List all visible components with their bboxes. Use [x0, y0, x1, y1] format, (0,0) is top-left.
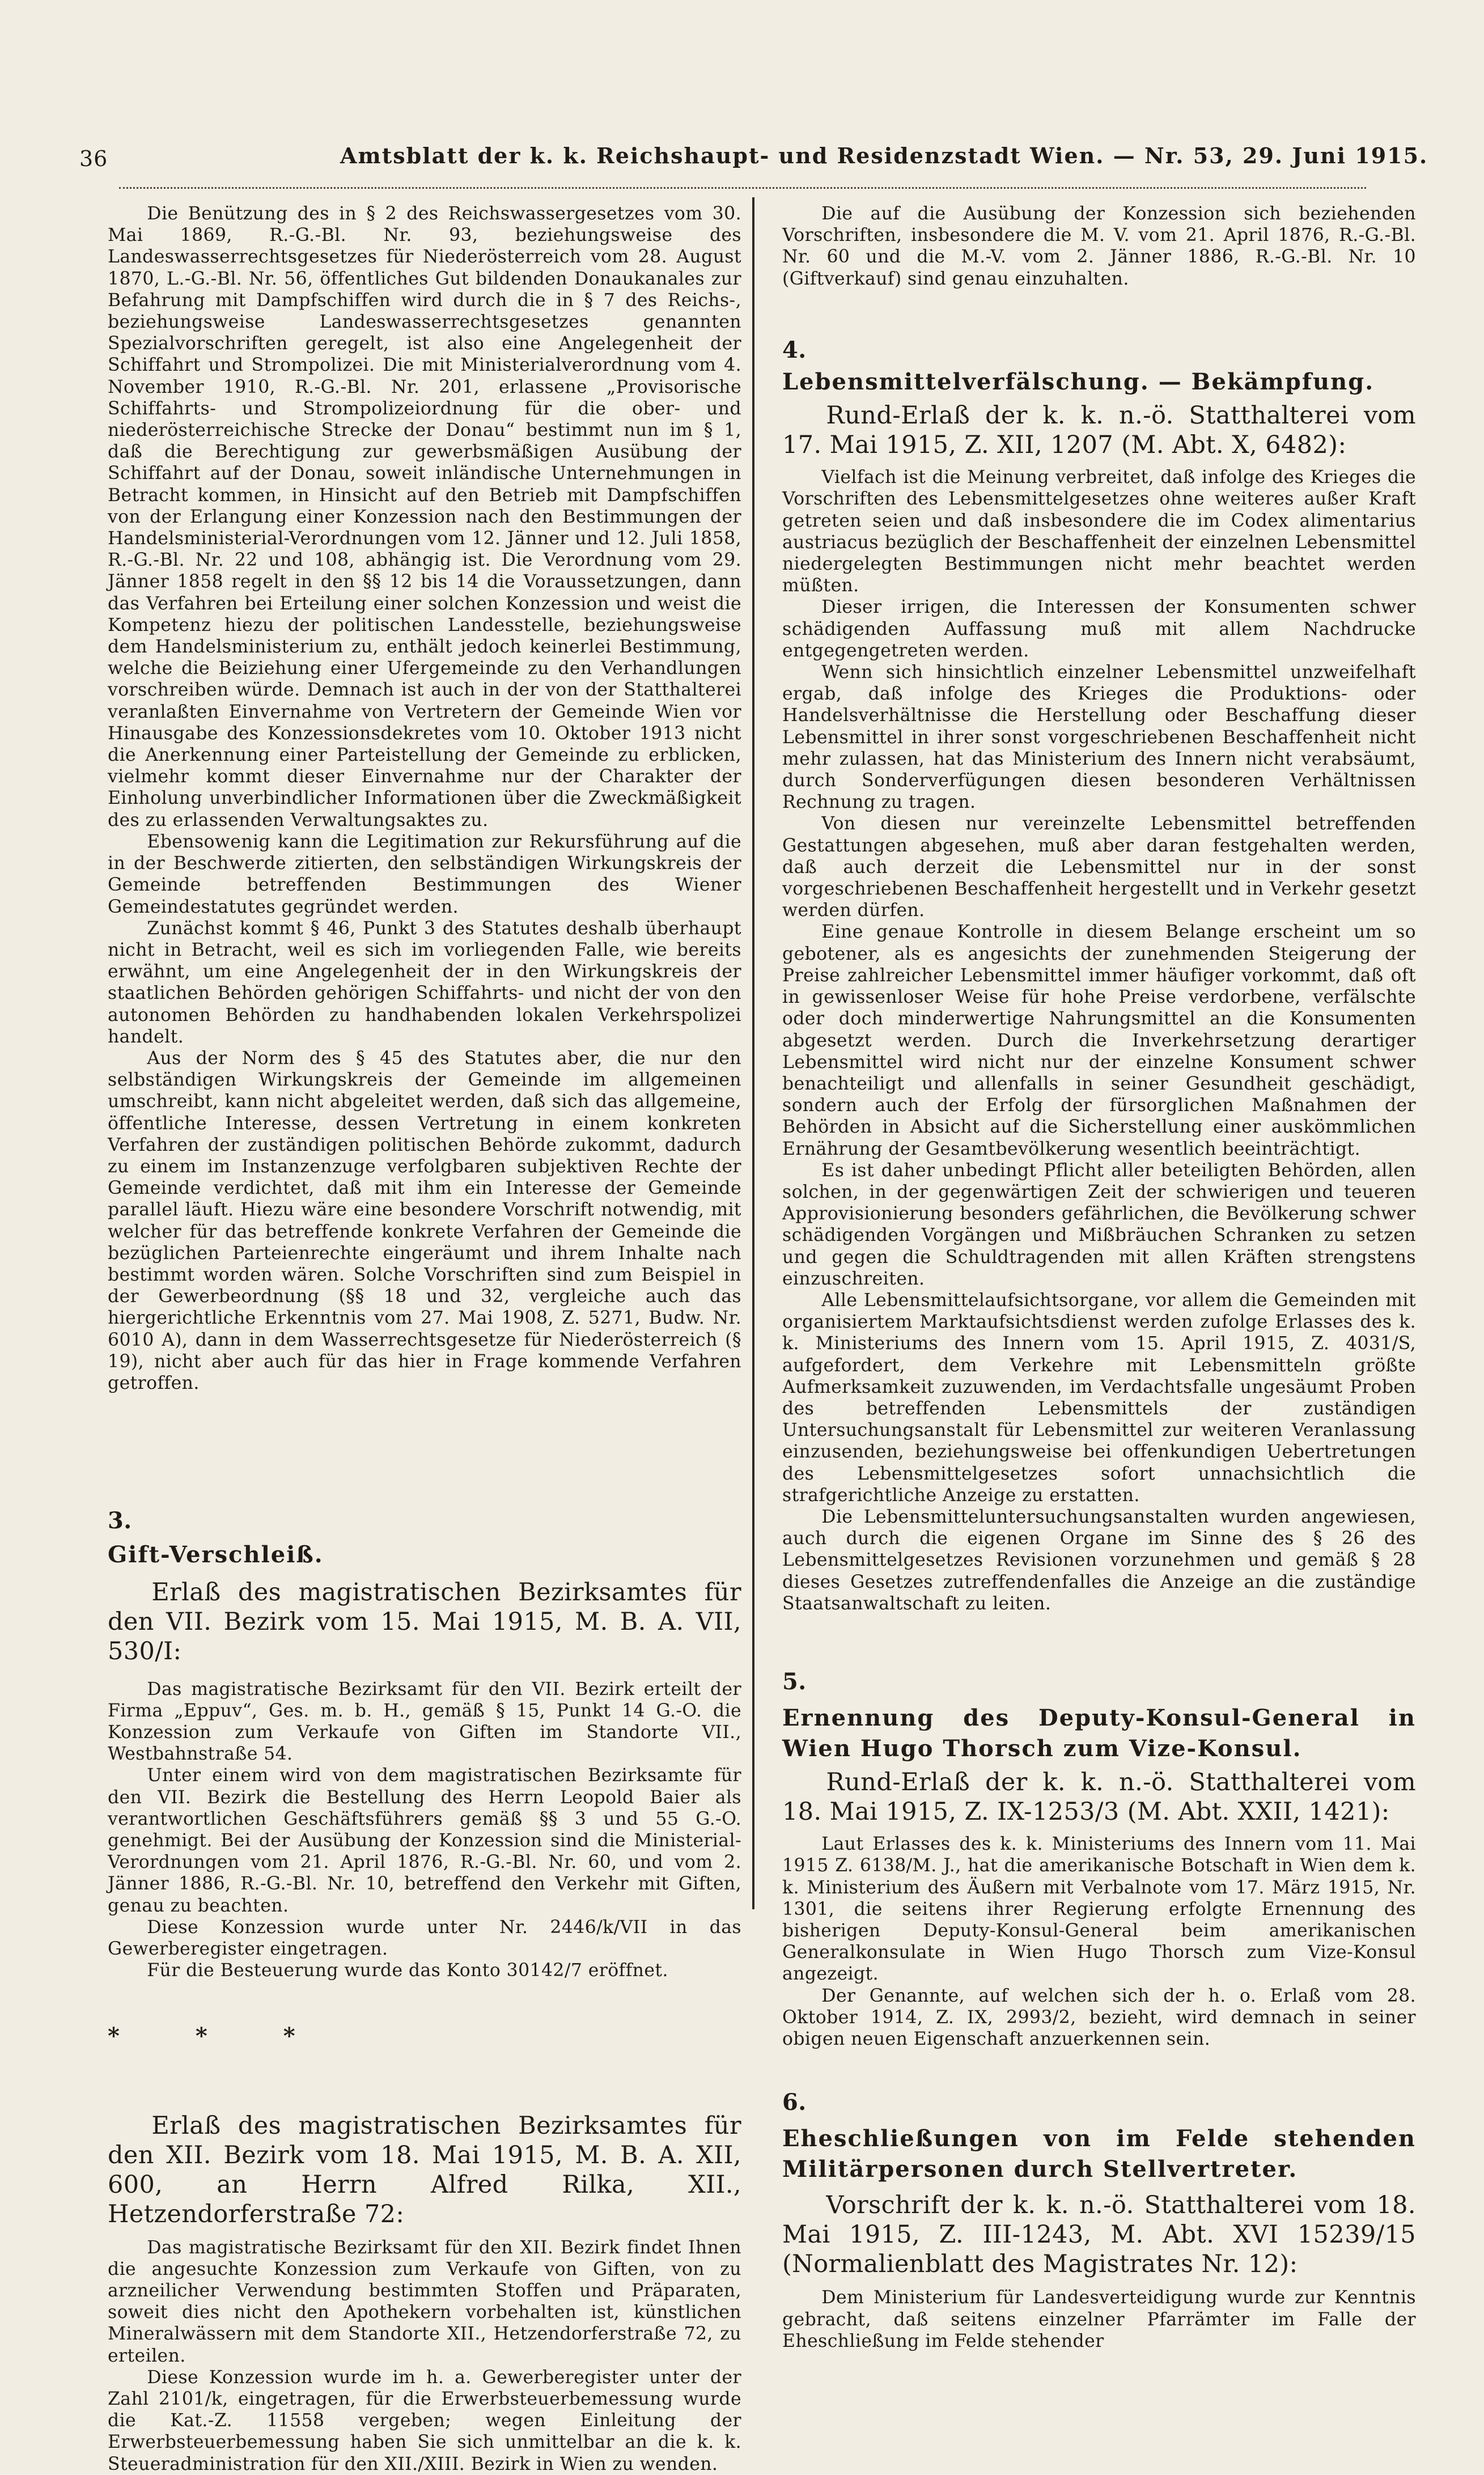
body-paragraph: Aus der Norm des § 45 des Statutes aber, die nur den selbständigen Wirkungskreis der Gemeinde im allgemeinen umschreibt, kann nicht abgeleitet werden, daß sich das allgemeine, öffentliche Interesse, dessen Vertretung in einem konkreten Verfahren der zuständigen politischen Behörde zukommt, dadurch zu einem im Instanzenzuge verfolgbaren subjektiven Rechte der Gemeinde verdichtet, daß mit ihm ein Interesse der Gemeinde parallel läuft. Hiezu wäre eine besondere Vorschrift notwendig, mit welcher für das betreffende konkrete Verfahren der Gemeinde die bezüglichen Parteienrechte eingeräumt und ihrem Inhalte nach bestimmt worden wären. Solche Vorschriften sind zum Beispiel in der Gewerbeordnung (§§ 18 und 32, vergleiche auch das hiergerichtliche Erkenntnis vom 27. Mai 1908, Z. 5271, Budw. Nr. 6010 A), dann in dem Wasserrechtsgesetze für Niederösterreich (§ 19), nicht aber auch für das hier in Frage kommende Verfahren getroffen. [108, 1048, 741, 1393]
body-paragraph: Dieser irrigen, die Interessen der Konsumenten schwer schädigenden Auffassung muß mit allem Nachdrucke entgegengetreten werden. [782, 597, 1416, 661]
section-number: 3. [108, 1507, 132, 1535]
body-paragraph: Diese Konzession wurde im h. a. Gewerberegister unter der Zahl 2101/k, eingetragen, für die Erwerbsteuerbemessung wurde die Kat.-Z. 11558 vergeben; wegen Einleitung der Erwerbsteuerbemessung haben Sie sich unmittelbar an die k. k. Steueradministration für den XII./XIII. Bezirk in Wien zu wenden. [108, 2367, 741, 2474]
section-title: Eheschließungen von im Felde stehenden Militärpersonen durch Stellvertreter. [782, 2125, 1416, 2183]
body-paragraph: Unter einem wird von dem magistratischen Bezirksamte für den VII. Bezirk die Bestellung des Herrn Leopold Baier als verantwortlichen Geschäftsführers gemäß §§ 3 und 55 G.-O. genehmigt. Bei der Ausübung der Konzession sind die Ministerial-Verordnungen vom 21. April 1876, R.-G.-Bl. Nr. 60, und vom 2. Jänner 1886, R.-G.-Bl. Nr. 10, betreffend den Verkehr mit Giften, genau zu beachten. [108, 1765, 741, 1916]
section-separator-stars: * * * [108, 2023, 329, 2050]
left-column [108, 203, 741, 2475]
body-paragraph: Diese Konzession wurde unter Nr. 2446/k/VII in das Gewerberegister eingetragen. [108, 1917, 741, 1960]
section-number: 6. [782, 2089, 807, 2116]
body-paragraph: Die Lebensmitteluntersuchungsanstalten wurden angewiesen, auch durch die eigenen Organe im Sinne des § 26 des Lebensmittelgesetzes Revisionen vorzunehmen und gemäß § 28 dieses Gesetzes zutreffendenfalles die Anzeige an die zuständige Staatsanwaltschaft zu leiten. [782, 1506, 1416, 1614]
body-paragraph: Alle Lebensmittelaufsichtsorgane, vor allem die Gemeinden mit organisiertem Marktaufsichtsdienst werden zufolge Erlasses des k. k. Ministeriums des Innern vom 15. April 1915, Z. 4031/S, aufgefordert, dem Verkehre mit Lebensmitteln größte Aufmerksamkeit zuzuwenden, im Verdachtsfalle ungesäumt Proben des betreffenden Lebensmittels der zuständigen Untersuchungsanstalt für Lebensmittel zur weiteren Veranlassung einzusenden, beziehungsweise bei offenkundigen Uebertretungen des Lebensmittelgesetzes sofort unnachsichtlich die strafgerichtliche Anzeige zu erstatten. [782, 1290, 1416, 1506]
body-paragraph: Ebensowenig kann die Legitimation zur Rekursführung auf die in der Beschwerde zitierten, den selbständigen Wirkungskreis der Gemeinde betreffenden Bestimmungen des Wiener Gemeindestatutes gegründet werden. [108, 831, 741, 917]
body-paragraph: Die Benützung des in § 2 des Reichswassergesetzes vom 30. Mai 1869, R.-G.-Bl. Nr. 93, beziehungsweise des Landeswasserrechtsgesetzes für Niederösterreich vom 28. August 1870, L.-G.-Bl. Nr. 56, öffentliches Gut bildenden Donaukanales zur Befahrung mit Dampfschiffen wird durch die in § 7 des Reichs-, beziehungsweise Landeswasserrechtsgesetzes genannten Spezialvorschriften geregelt, ist also eine Angelegenheit der Schiffahrt und Strompolizei. Die mit Ministerialverordnung vom 4. November 1910, R.-G.-Bl. Nr. 201, erlassene „Provisorische Schiffahrts- und Strompolizeiordnung für die ober- und niederösterreichische Strecke der Donau“ bestimmt nun im § 1, daß die Berechtigung zur gewerbsmäßigen Ausübung der Schiffahrt auf der Donau, soweit inländische Unternehmungen in Betracht kommen, in Hinsicht auf den Betrieb mit Dampfschiffen von der Erlangung einer Konzession nach den Bestimmungen der Handelsministerial-Verordnungen vom 12. Jänner und 12. Juli 1858, R.-G.-Bl. Nr. 22 und 108, abhängig ist. Die Verordnung vom 29. Jänner 1858 regelt in den §§ 12 bis 14 die Voraussetzungen, dann das Verfahren bei Erteilung einer solchen Konzession und weist die Kompetenz hiezu der politischen Landesstelle, beziehungsweise dem Handelsministerium zu, enthält jedoch keinerlei Bestimmung, welche die Beiziehung einer Ufergemeinde zu den Verhandlungen vorschreiben würde. Demnach ist auch in der von der Statthalterei veranlaßten Einvernahme von Vertretern der Gemeinde Wien vor Hinausgabe des Konzessionsdekretes vom 10. Oktober 1913 nicht die Anerkennung einer Parteistellung der Gemeinde zu erblicken, vielmehr kommt dieser Einvernahme nur der Charakter der Einholung unverbindlicher Informationen über die Zweckmäßigkeit des zu erlassenden Verwaltungsaktes zu. [108, 204, 741, 830]
body-paragraph: Die auf die Ausübung der Konzession sich beziehenden Vorschriften, insbesondere die M. V. vom 21. April 1876, R.-G.-Bl. Nr. 60 und die M.-V. vom 2. Jänner 1886, R.-G.-Bl. Nr. 10 (Giftverkauf) sind genau einzuhalten. [782, 204, 1416, 289]
decree-heading: Erlaß des magistratischen Bezirksamtes für den XII. Bezirk vom 18. Mai 1915, M. B. A. XII, 600, an Herrn Alfred Rilka, XII., Hetzendorferstraße 72: [108, 2111, 741, 2228]
body-paragraph: Laut Erlasses des k. k. Ministeriums des Innern vom 11. Mai 1915 Z. 6138/M. J., hat die amerikanische Botschaft in Wien dem k. k. Ministerium des Äußern mit Verbalnote vom 17. März 1915, Nr. 1301, die seitens ihrer Regierung erfolgte Ernennung des bisherigen Deputy-Konsul-General beim amerikanischen Generalkonsulate in Wien Hugo Thorsch zum Vize-Konsul angezeigt. [782, 1834, 1416, 1985]
body-paragraph: Vielfach ist die Meinung verbreitet, daß infolge des Krieges die Vorschriften des Lebensmittelgesetzes ohne weiteres außer Kraft getreten seien und daß insbesondere die im Codex alimentarius austriacus bezüglich der Beschaffenheit der einzelnen Lebensmittel niedergelegten Bestimmungen nicht mehr beachtet werden müßten. [782, 467, 1416, 596]
section-number: 5. [782, 1668, 807, 1695]
body-paragraph: Das magistratische Bezirksamt für den VII. Bezirk erteilt der Firma „Eppuv“, Ges. m. b. H., gemäß § 15, Punkt 14 G.-O. die Konzession zum Verkaufe von Giften im Standorte VII., Westbahnstraße 54. [108, 1679, 741, 1765]
body-paragraph: Von diesen nur vereinzelte Lebensmittel betreffenden Gestattungen abgesehen, muß aber daran festgehalten werden, daß auch derzeit die Lebensmittel nur in der sonst vorgeschriebenen Beschaffenheit hergestellt und in Verkehr gesetzt werden dürfen. [782, 813, 1416, 921]
header-rule [119, 187, 1366, 189]
section-number: 4. [782, 336, 807, 363]
body-paragraph: Für die Besteuerung wurde das Konto 30142/7 eröffnet. [147, 1960, 668, 1981]
decree-heading: Erlaß des magistratischen Bezirksamtes für den VII. Bezirk vom 15. Mai 1915, M. B. A. VII, 530/I: [108, 1578, 741, 1665]
body-paragraph: Das magistratische Bezirksamt für den XII. Bezirk findet Ihnen die angesuchte Konzession zum Verkaufe von Giften, von zu arzneilicher Verwendung bestimmten Stoffen und Präparaten, soweit dies nicht den Apothekern vorbehalten ist, künstlichen Mineralwässern mit dem Standorte XII., Hetzendorferstraße 72, zu erteilen. [108, 2237, 741, 2366]
body-paragraph: Wenn sich hinsichtlich einzelner Lebensmittel unzweifelhaft ergab, daß infolge des Krieges die Produktions- oder Handelsverhältnisse die Herstellung oder Beschaffung dieser Lebensmittel in ihrer sonst vorgeschriebenen Beschaffenheit nicht mehr zulassen, hat das Ministerium des Innern nicht verabsäumt, durch Sonderverfügungen diesen besonderen Verhältnissen Rechnung zu tragen. [782, 662, 1416, 813]
decree-heading: Rund-Erlaß der k. k. n.-ö. Statthalterei vom 18. Mai 1915, Z. IX-1253/3 (M. Abt. XXII, 1421): [782, 1768, 1416, 1826]
decree-heading: Vorschrift der k. k. n.-ö. Statthalterei vom 18. Mai 1915, Z. III-1243, M. Abt. XVI 15239/15 (Normalienblatt des Magistrates Nr. 12): [782, 2191, 1416, 2279]
section-title: Ernennung des Deputy-Konsul-General in Wien Hugo Thorsch zum Vize-Konsul. [782, 1705, 1416, 1762]
column-rule [752, 197, 754, 1909]
body-paragraph: Zunächst kommt § 46, Punkt 3 des Statutes deshalb überhaupt nicht in Betracht, weil es sich im vorliegenden Falle, wie bereits erwähnt, um eine Angelegenheit der in den Wirkungskreis der staatlichen Behörden gehörigen Schiffahrts- und nicht der von den autonomen Behörden zu handhabenden lokalen Verkehrspolizei handelt. [108, 918, 741, 1047]
body-paragraph: Dem Ministerium für Landesverteidigung wurde zur Kenntnis gebracht, daß seitens einzelner Pfarrämter im Falle der Eheschließung im Felde stehender [782, 2287, 1416, 2351]
running-head: Amtsblatt der k. k. Reichshaupt- und Residenzstadt Wien. — Nr. 53, 29. Juni 1915. [340, 143, 1428, 168]
right-column [782, 203, 1416, 2352]
section-title: Lebensmittelverfälschung. — Bekämpfung. [782, 368, 1375, 396]
section-title: Gift-Verschleiß. [108, 1541, 324, 1569]
body-paragraph: Es ist daher unbedingt Pflicht aller beteiligten Behörden, allen solchen, in der gegenwärtigen Zeit der schwierigen und teueren Approvisionierung besonders gefährlichen, die Bevölkerung schwer schädigenden Vorgängen und Mißbräuchen Schranken zu setzen und gegen die Schuldtragenden mit allen Kräften strengstens einzuschreiten. [782, 1160, 1416, 1289]
page-number: 36 [79, 146, 108, 171]
decree-heading: Rund-Erlaß der k. k. n.-ö. Statthalterei vom 17. Mai 1915, Z. XII, 1207 (M. Abt. X, 6482): [782, 401, 1416, 460]
body-paragraph: Der Genannte, auf welchen sich der h. o. Erlaß vom 28. Oktober 1914, Z. IX, 2993/2, bezieht, wird demnach in seiner obigen neuen Eigenschaft anzuerkennen sein. [782, 1985, 1416, 2050]
body-paragraph: Eine genaue Kontrolle in diesem Belange erscheint um so gebotener, als es angesichts der zunehmenden Steigerung der Preise zahlreicher Lebensmittel immer häufiger vorkommt, daß oft in gewissenloser Weise für hohe Preise verdorbene, verfälschte oder doch minderwertige Nahrungsmittel an die Konsumenten abgesetzt werden. Durch die Inverkehrsetzung derartiger Lebensmittel wird nicht nur der einzelne Konsument schwer benachteiligt und allenfalls in seiner Gesundheit geschädigt, sondern auch der Erfolg der fürsorglichen Maßnahmen der Behörden in Absicht auf die Sicherstellung einer auskömmlichen Ernährung der Gesamtbevölkerung wesentlich beeinträchtigt. [782, 922, 1416, 1159]
